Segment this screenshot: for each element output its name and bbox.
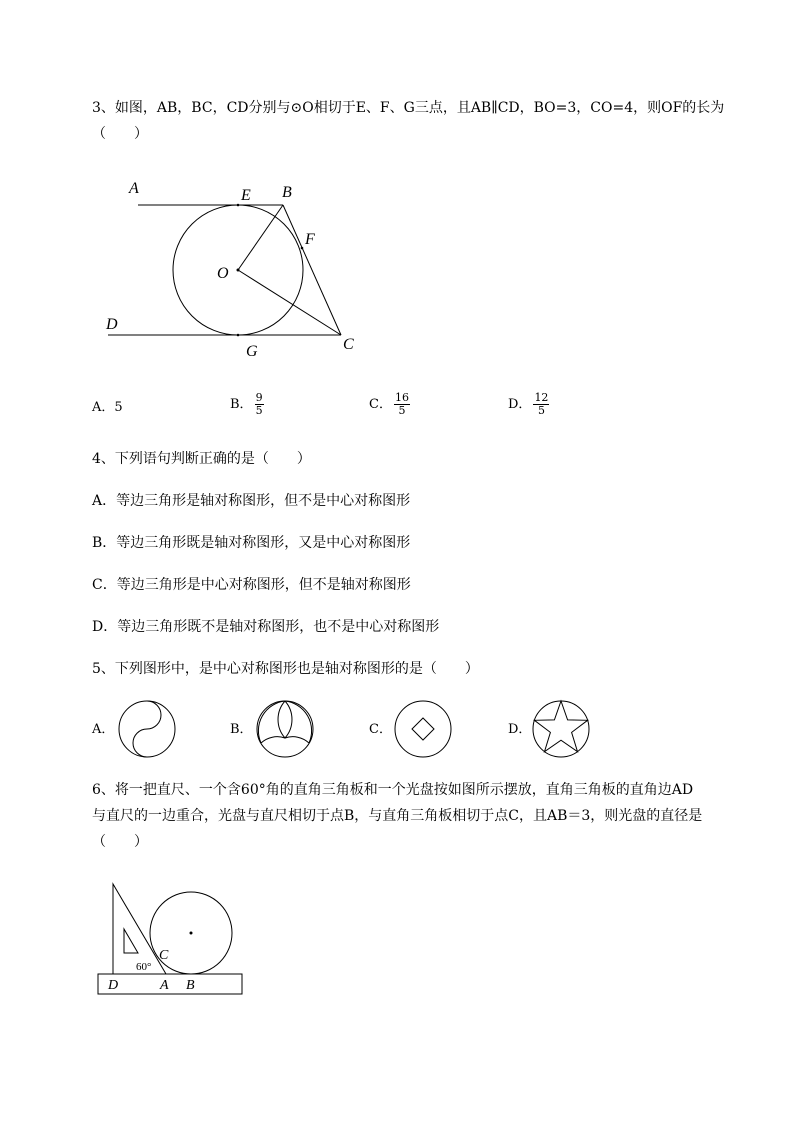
q6-stem-line1: 6、将一把直尺、一个含60°角的直角三角板和一个光盘按如图所示摆放，直角三角板的直角边AD <box>92 782 694 798</box>
q4-option-c[interactable]: C．等边三角形是中心对称图形，但不是轴对称图形 <box>92 577 411 593</box>
q3-option-d-den: 5 <box>537 404 545 417</box>
q5-option-d[interactable]: D． <box>508 722 532 737</box>
q3-option-b-den: 5 <box>255 404 263 417</box>
q3-option-d-num: 12 <box>534 391 549 404</box>
q3-label-g: G <box>246 343 258 360</box>
q3-option-a-value: 5 <box>114 400 123 415</box>
q3-label-a: A <box>129 180 139 197</box>
q3-label-d: D <box>106 316 118 333</box>
q3-option-c-letter: C． <box>369 397 392 412</box>
q3-label-c: C <box>343 336 354 353</box>
q6-triangle-inner <box>124 929 138 953</box>
q5-option-c[interactable]: C． <box>369 722 392 737</box>
q6-stem-line2: 与直尺的一边重合，光盘与直尺相切于点B，与直角三角板相切于点C，且AB＝3，则光盘的直径是 <box>92 808 703 824</box>
q3-option-c-num: 16 <box>394 391 409 404</box>
q5-option-b[interactable]: B． <box>230 722 253 737</box>
q3-stem-line1: 3、如图，AB，BC，CD分别与⊙O相切于E、F、G三点，且AB∥CD，BO=3，CO=4，则OF的长为 <box>92 100 725 116</box>
q3-option-c-den: 5 <box>398 404 406 417</box>
q6-ruler <box>98 974 242 994</box>
q6-label-b: B <box>186 978 195 993</box>
q3-option-b-letter: B． <box>230 397 253 412</box>
q6-label-a: A <box>160 978 169 993</box>
q6-label-c: C <box>159 948 169 963</box>
q6-disc-center <box>190 932 193 935</box>
q3-label-o: O <box>217 265 229 282</box>
q3-option-d-letter: D． <box>508 397 532 412</box>
q3-label-f: F <box>305 231 315 248</box>
q4-stem: 4、下列语句判断正确的是（ ） <box>92 451 311 467</box>
q3-label-b: B <box>282 184 292 201</box>
q4-option-a[interactable]: A．等边三角形是轴对称图形，但不是中心对称图形 <box>92 493 411 509</box>
q3-label-e: E <box>241 187 251 204</box>
q5-option-a[interactable]: A． <box>92 722 115 737</box>
q4-option-b[interactable]: B．等边三角形既是轴对称图形，又是中心对称图形 <box>92 535 411 551</box>
q6-label-d: D <box>108 978 119 993</box>
q5-stem: 5、下列图形中，是中心对称图形也是轴对称图形的是（ ） <box>92 661 479 677</box>
q4-option-d[interactable]: D．等边三角形既不是轴对称图形，也不是中心对称图形 <box>92 619 440 635</box>
q6-stem-line3: （ ） <box>92 834 148 850</box>
q3-option-b-num: 9 <box>255 391 263 404</box>
q3-option-a-letter: A． <box>92 400 115 415</box>
q3-stem-line2: （ ） <box>92 126 148 142</box>
q6-label-angle: 60° <box>136 961 152 973</box>
